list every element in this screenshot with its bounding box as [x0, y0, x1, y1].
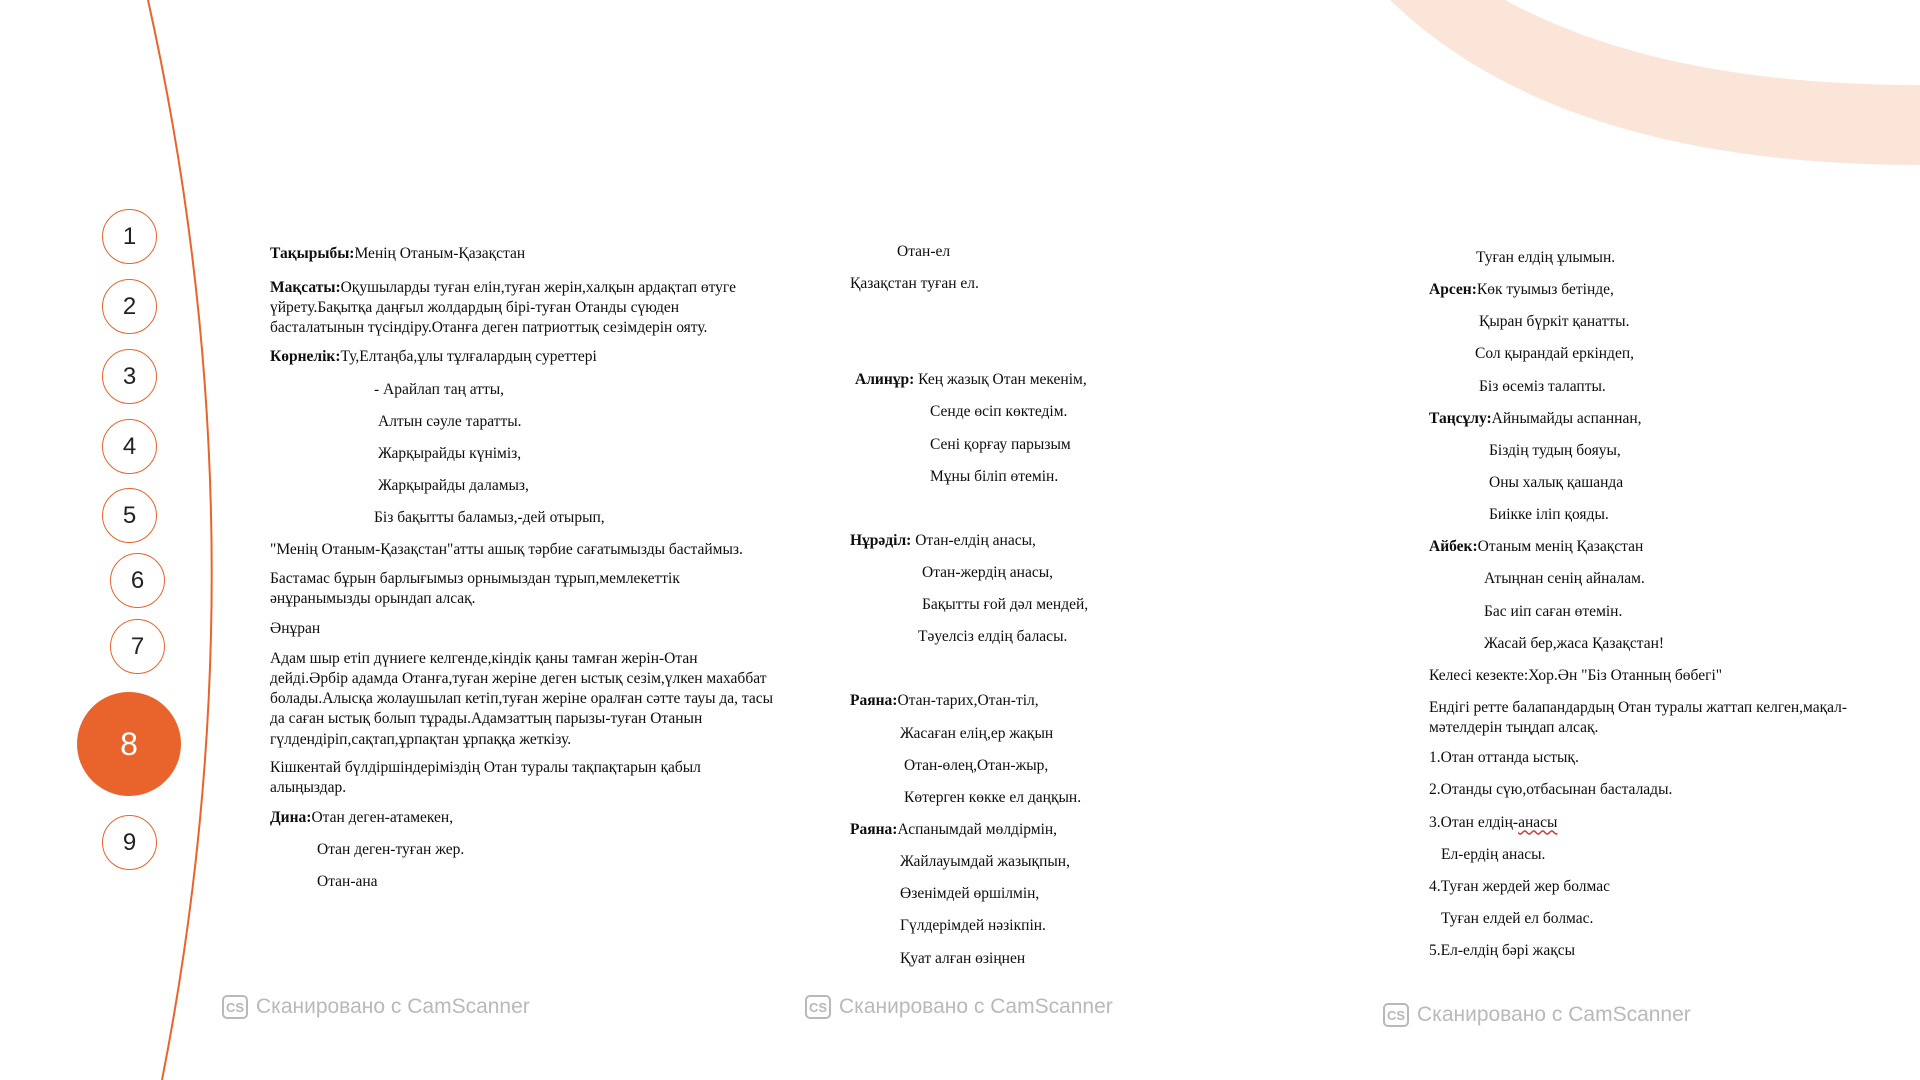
slide-nav-item-6[interactable]: 6	[110, 553, 165, 608]
proverb-line: 2.Отанды сүю,отбасынан басталады.	[1429, 781, 1673, 799]
paragraph: Бастамас бұрын барлығымыз орнымыздан тұрып,мемлекеттік әнұранымызды орындап алсақ.	[270, 569, 680, 607]
verse-line: Сенде өсіп көктедім.	[930, 403, 1068, 421]
proverb-line: 5.Ел-елдің бәрі жақсы	[1429, 942, 1576, 960]
paragraph: "Менің Отаным-Қазақстан"атты ашық тәрбие сағатымызды бастаймыз.	[270, 541, 743, 559]
verse-line: Жасай бер,жаса Қазақстан!	[1484, 634, 1665, 652]
verse-line: Сол қырандай еркіндеп,	[1475, 345, 1634, 363]
verse-line: Отан деген-туған жер.	[317, 841, 465, 859]
verse-line: Жасаған елің,ер жақын	[900, 724, 1054, 742]
speaker-line: Алинұр: Кең жазық Отан мекенім,	[855, 371, 1087, 389]
verse-line: Жарқырайды даламыз,	[378, 477, 529, 495]
speaker-line: Айбек:Отаным менің Қазақстан	[1429, 538, 1644, 556]
verse-line: Жарқырайды күніміз,	[378, 444, 522, 462]
verse-line: Атыңнан сенің айналам.	[1484, 570, 1645, 588]
verse-line: Сені қорғау парызым	[930, 435, 1071, 453]
verse-line: Біз бақытты баламыз,-дей отырып,	[374, 509, 605, 527]
camscanner-logo-icon: CS	[805, 995, 831, 1019]
verse-line: Отан-ана	[317, 873, 378, 891]
verse-line: Өзенімдей өршілмін,	[900, 885, 1040, 903]
slide-nav-item-3[interactable]: 3	[102, 349, 157, 404]
scanned-page-2	[850, 242, 1088, 969]
verse-line: Бақытты ғой дәл мендей,	[922, 596, 1089, 614]
verse-line: Тәуелсіз елдің баласы.	[918, 628, 1068, 646]
verse-line: Біздің тудың бояуы,	[1489, 441, 1621, 459]
verse-line: Көтерген көкке ел даңқын.	[904, 788, 1082, 806]
proverb-line: Туған елдей ел болмас.	[1441, 909, 1594, 927]
verse-line: Қуат алған өзіңнен	[900, 949, 1026, 967]
speaker-line: Таңсұлу:Айнымайды аспаннан,	[1429, 409, 1642, 427]
speaker-line: Раяна:Аспанымдай мөлдірмін,	[850, 820, 1058, 838]
top-right-arc-decoration	[1390, 0, 1920, 165]
paragraph: Адам шыр етіп дүниеге келгенде,кіндік қаны тамған жерін-Отан дейді.Әрбір адамда Отанға,туған жеріне деген ыстық сезім,үлкен махаббат болады.Алысқа жолаушылап кетіп,туған жеріне оралған сәтте тауы да, тасы да саған ыстық болып тұрады.Адамзаттың парызы-туған Отанын гүлдендіріп,сақтап,ұрпақтан ұрпаққа жеткізу.	[270, 649, 774, 748]
verse-line: - Арайлап таң атты,	[374, 380, 505, 398]
verse-line: Биікке іліп қояды.	[1489, 506, 1609, 524]
camscanner-watermark: CS Сканировано с CamScanner	[222, 995, 530, 1019]
verse-line: Оны халық қашанда	[1489, 473, 1624, 491]
verse-line: Туған елдің ұлымын.	[1476, 249, 1616, 266]
slide-nav-item-9[interactable]: 9	[102, 815, 157, 870]
speaker-line: Арсен:Көк туымыз бетінде,	[1429, 281, 1614, 299]
speaker-line: Раяна:Отан-тарих,Отан-тіл,	[850, 692, 1039, 710]
camscanner-watermark: CS Сканировано с CamScanner	[1383, 1003, 1691, 1027]
slide-nav-item-7[interactable]: 7	[110, 619, 165, 674]
paragraph: Келесі кезекте:Хор.Ән "Біз Отанның бөбегі"	[1429, 666, 1723, 684]
slide-nav-item-2[interactable]: 2	[102, 279, 157, 334]
camscanner-logo-icon: CS	[1383, 1003, 1409, 1027]
slide-nav-item-4[interactable]: 4	[102, 419, 157, 474]
paragraph: Кішкентай бүлдіршіндеріміздің Отан туралы тақпақтарын қабыл алыңыздар.	[270, 758, 701, 796]
slide-nav-item-1[interactable]: 1	[102, 209, 157, 264]
goal-paragraph: Мақсаты:Оқушыларды туған елін,туған жерін,халқын ардақтап өтуге үйрету.Бақытқа даңғыл жолдардың бірі-туған Отанды сүюден басталатынын түсіндіру.Отанға деген патриоттық сезімдерін ояту.	[270, 279, 736, 337]
camscanner-watermark: CS Сканировано с CamScanner	[805, 995, 1113, 1019]
left-curve-line	[148, 0, 212, 1080]
proverb-line: Ел-ердің анасы.	[1441, 845, 1546, 863]
verse-line: Отан-жердің анасы,	[922, 563, 1054, 581]
verse-line: Отан-өлең,Отан-жыр,	[904, 756, 1049, 774]
proverb-line: 3.Отан елдің-анасы	[1429, 813, 1558, 831]
verse-line: Алтын сәуле таратты.	[378, 412, 522, 430]
verse-line: Отан-ел	[897, 243, 951, 260]
slide-nav-item-5[interactable]: 5	[102, 488, 157, 543]
proverb-line: 4.Туған жердей жер болмас	[1429, 877, 1610, 895]
verse-line: Жайлауымдай жазықпын,	[900, 853, 1070, 871]
verse-line: Қазақстан туған ел.	[850, 275, 979, 293]
paragraph: Ендігі ретте балапандардың Отан туралы жаттап келген,мақал-мәтелдерін тыңдап алсақ.	[1429, 698, 1848, 737]
scanned-page-1	[270, 244, 775, 892]
topic-line: Тақырыбы:Менің Отаным-Қазақстан	[270, 245, 526, 262]
verse-line: Бас иіп саған өтемін.	[1484, 602, 1623, 620]
speaker-line: Дина:Отан деген-атамекен,	[270, 808, 454, 826]
visuals-line: Көрнелік:Ту,Елтаңба,ұлы тұлғалардың суреттері	[270, 347, 597, 365]
proverb-line: 1.Отан оттанда ыстық.	[1429, 749, 1579, 767]
verse-line: Мұны біліп өтемін.	[930, 467, 1059, 485]
camscanner-logo-icon: CS	[222, 995, 248, 1019]
verse-line: Біз өсеміз талапты.	[1479, 377, 1606, 395]
scanned-page-3	[1429, 248, 1909, 961]
slide-nav-item-8-active[interactable]: 8	[77, 692, 181, 796]
speaker-line: Нұрәділ: Отан-елдің анасы,	[850, 531, 1036, 549]
verse-line: Қыран бүркіт қанатты.	[1479, 313, 1630, 331]
verse-line: Гүлдерімдей нәзікпін.	[900, 917, 1046, 935]
anthem-line: Әнұран	[270, 619, 321, 637]
